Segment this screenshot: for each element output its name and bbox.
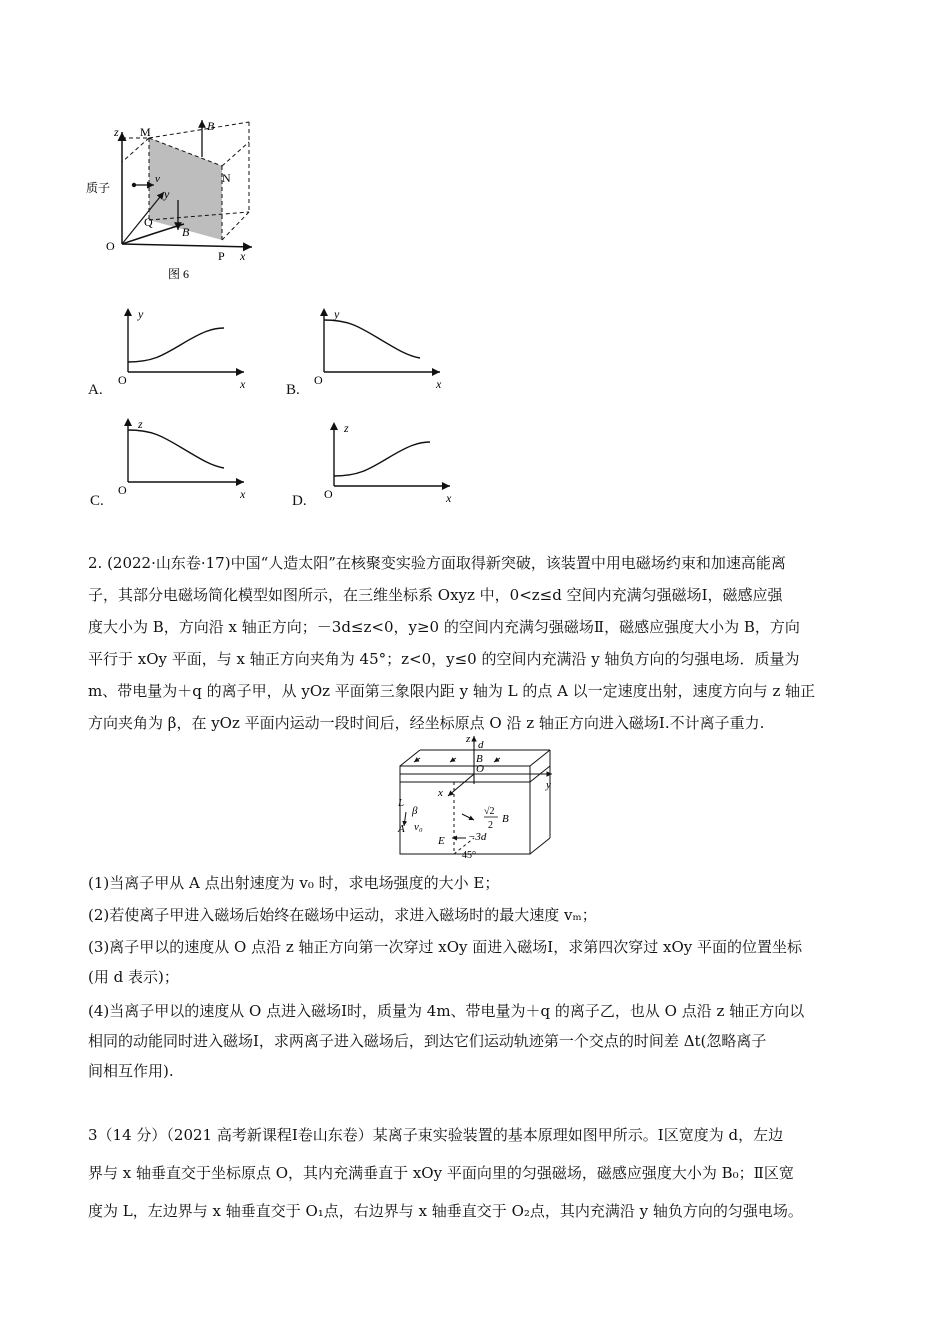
q2fig-45: 45° <box>462 850 476 861</box>
fig6-n-label: N <box>222 171 231 185</box>
origin-label: O <box>118 373 127 387</box>
vertical-arrow-icon <box>124 308 132 316</box>
q2-line-4: 平行于 xOy 平面，与 x 轴正方向夹角为 45°；z<0，y≤0 的空间内充满沿 y 轴负方向的匀强电场．质量为 <box>88 650 800 668</box>
q2fig-z: z <box>466 734 471 745</box>
graph-curve <box>324 320 420 358</box>
q2fig-b2: B <box>502 813 509 825</box>
q2fig-minus3d: −3d <box>468 831 487 843</box>
origin-label: O <box>314 373 323 387</box>
fig6-o-label: O <box>106 239 115 253</box>
fig6-z-label: z <box>114 125 119 139</box>
option-b-graph[interactable] <box>308 304 448 394</box>
fig6-caption: 图 6 <box>168 267 190 281</box>
q2fig-o: O <box>476 763 484 775</box>
q2fig-sqrt2: √2 <box>484 806 495 817</box>
vertical-arrow-icon <box>330 422 338 430</box>
q2-sub-3: (3)离子甲以的速度从 O 点沿 z 轴正方向第一次穿过 xOy 面进入磁场Ⅰ，求第四次穿过 xOy 平面的位置坐标 <box>88 938 802 956</box>
option-c-label[interactable]: C. <box>90 493 104 509</box>
graph-curve <box>334 442 430 476</box>
horizontal-axis-label: x <box>446 491 452 505</box>
q3-line-1: 3（14 分）（2021 高考新课程Ⅰ卷山东卷）某离子束实验装置的基本原理如图甲所示。Ⅰ区宽度为 d，左边 <box>88 1126 784 1144</box>
origin-label: O <box>324 487 333 501</box>
fig6-x-label: x <box>240 249 246 263</box>
q2fig-two: 2 <box>488 820 493 831</box>
q2fig-a: A <box>398 823 405 835</box>
vertical-arrow-icon <box>320 308 328 316</box>
q2fig-beta: β <box>412 805 418 817</box>
q2-sub-1: (1)当离子甲从 A 点出射速度为 v₀ 时，求电场强度的大小 E； <box>88 874 500 892</box>
horizontal-axis-label: x <box>240 487 246 501</box>
q2-sub-4-end: 间相互作用). <box>88 1062 174 1080</box>
q2-sub-2: (2)若使离子甲进入磁场后始终在磁场中运动，求进入磁场时的最大速度 vₘ； <box>88 906 597 924</box>
graph-curve <box>128 430 224 468</box>
fig6-y-label: y <box>164 187 170 201</box>
vertical-axis-label: y <box>334 307 340 321</box>
q3-line-2: 界与 x 轴垂直交于坐标原点 O，其内充满垂直于 xOy 平面向里的匀强磁场，磁感应强度大小为 B₀；Ⅱ区宽 <box>88 1164 794 1182</box>
graph-curve <box>128 328 224 362</box>
q2-line-6: 方向夹角为 β，在 yOz 平面内运动一段时间后，经坐标原点 O 沿 z 轴正方向进入磁场Ⅰ.不计离子重力. <box>88 714 765 732</box>
vertical-axis-label: y <box>138 307 144 321</box>
horizontal-arrow-icon <box>236 368 244 376</box>
fig6-q-label: Q <box>144 215 153 229</box>
figure-6 <box>84 112 264 292</box>
vertical-arrow-icon <box>124 418 132 426</box>
fig6-v-label: v <box>155 173 160 185</box>
q2-line-2: 子，其部分电磁场简化模型如图所示，在三维坐标系 Oxyz 中，0<z≤d 空间内充满匀强磁场Ⅰ，磁感应强 <box>88 586 783 604</box>
q2fig-x: x <box>438 787 443 799</box>
fig6-proton-label: 质子 <box>86 181 111 195</box>
horizontal-arrow-icon <box>432 368 440 376</box>
option-a-label[interactable]: A. <box>88 382 103 398</box>
q2fig-l: L <box>398 797 405 809</box>
horizontal-arrow-icon <box>442 482 450 490</box>
option-b-label[interactable]: B. <box>286 382 300 398</box>
fig6-p-label: P <box>218 249 225 263</box>
q3-line-3: 度为 L，左边界与 x 轴垂直交于 O₁点，右边界与 x 轴垂直交于 O₂点，其内充满沿 y 轴负方向的匀强电场。 <box>88 1202 803 1220</box>
fig6-b-low-label: B <box>182 225 190 239</box>
q2fig-y: y <box>546 779 551 791</box>
horizontal-axis-label: x <box>436 377 442 391</box>
vertical-axis-label: z <box>344 421 349 435</box>
q2-sub-3-cont: (用 d 表示)； <box>88 968 179 986</box>
vertical-axis-label: z <box>138 417 143 431</box>
option-a-graph[interactable] <box>112 304 252 394</box>
q2-line-1: 2. (2022·山东卷·17)中国“人造太阳”在核聚变实验方面取得新突破，该装置中用电磁场约束和加速高能离 <box>88 554 786 572</box>
horizontal-arrow-icon <box>236 478 244 486</box>
origin-label: O <box>118 483 127 497</box>
fig6-m-label: M <box>140 125 151 139</box>
question-2-figure <box>392 734 562 864</box>
option-d-graph[interactable] <box>318 418 458 508</box>
q2fig-e: E <box>438 835 445 847</box>
q2fig-b: B <box>476 753 483 765</box>
option-d-label[interactable]: D. <box>292 493 307 509</box>
q2-sub-4-cont: 相同的动能同时进入磁场Ⅰ，求两离子进入磁场后，到达它们运动轨迹第一个交点的时间差 Δt(忽略离子 <box>88 1032 767 1050</box>
q2fig-d: d <box>478 739 484 751</box>
horizontal-axis-label: x <box>240 377 246 391</box>
q2-line-3: 度大小为 B，方向沿 x 轴正方向；－3d≤z<0，y≥0 的空间内充满匀强磁场Ⅱ，磁感应强度大小为 B，方向 <box>88 618 800 636</box>
q2fig-v0: v₀ <box>414 821 423 833</box>
option-c-graph[interactable] <box>112 414 252 504</box>
q2-line-5: m、带电量为＋q 的离子甲，从 yOz 平面第三象限内距 y 轴为 L 的点 A 以一定速度出射，速度方向与 z 轴正 <box>88 682 816 700</box>
q2-sub-4: (4)当离子甲以的速度从 O 点进入磁场Ⅰ时，质量为 4m、带电量为＋q 的离子乙，也从 O 点沿 z 轴正方向以 <box>88 1002 805 1020</box>
fig6-b-top-label: B <box>207 119 215 133</box>
